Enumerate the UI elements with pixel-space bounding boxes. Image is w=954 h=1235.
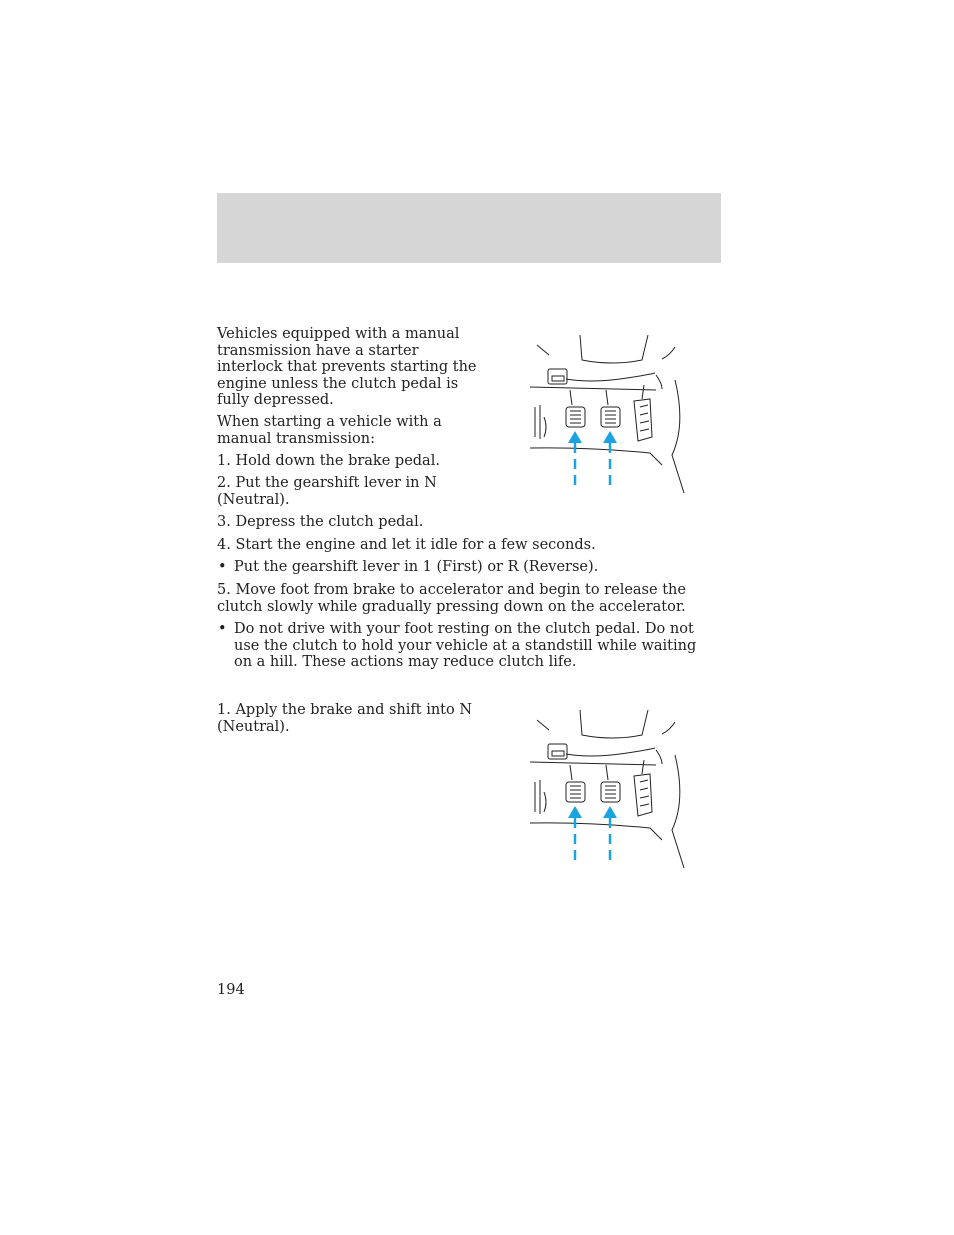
bullet-clutch-warning	[217, 621, 717, 671]
step-1: 1. Hold down the brake pedal.	[217, 453, 440, 469]
bullet-dot: •	[218, 559, 227, 575]
bullet-shift-gear	[217, 559, 717, 576]
starting-intro: When starting a vehicle with a manual transmission:	[217, 414, 442, 447]
step-4: 4. Start the engine and let it idle for a few seconds.	[217, 537, 596, 553]
step-2: 2. Put the gearshift lever in N (Neutral).	[217, 475, 437, 508]
bullet-dot: •	[218, 621, 227, 637]
pedal-illustration-stop	[530, 710, 690, 870]
section-header-band	[217, 193, 721, 263]
step-3: 3. Depress the clutch pedal.	[217, 514, 424, 530]
step-5: 5. Move foot from brake to accelerator and begin to release the clutch slowly while gradually pressing down on the accelerator.	[217, 582, 686, 615]
arrow-icon	[603, 806, 617, 862]
arrow-icon	[568, 431, 582, 487]
stop-step-1: 1. Apply the brake and shift into N (Neutral).	[217, 702, 473, 735]
intro-paragraph: Vehicles equipped with a manual transmission have a starter interlock that prevents starting the engine unless the clutch pedal is fully depressed.	[217, 326, 477, 408]
pedal-illustration-start	[530, 335, 690, 495]
page-number: 194	[217, 982, 245, 998]
bullet-text: Put the gearshift lever in 1 (First) or R (Reverse).	[234, 559, 599, 575]
arrow-icon	[603, 431, 617, 487]
bullet-text: Do not drive with your foot resting on the clutch pedal. Do not use the clutch to hold your vehicle at a standstill while waiting on a hill. These actions may reduce clutch life.	[234, 621, 697, 670]
arrow-icon	[568, 806, 582, 862]
